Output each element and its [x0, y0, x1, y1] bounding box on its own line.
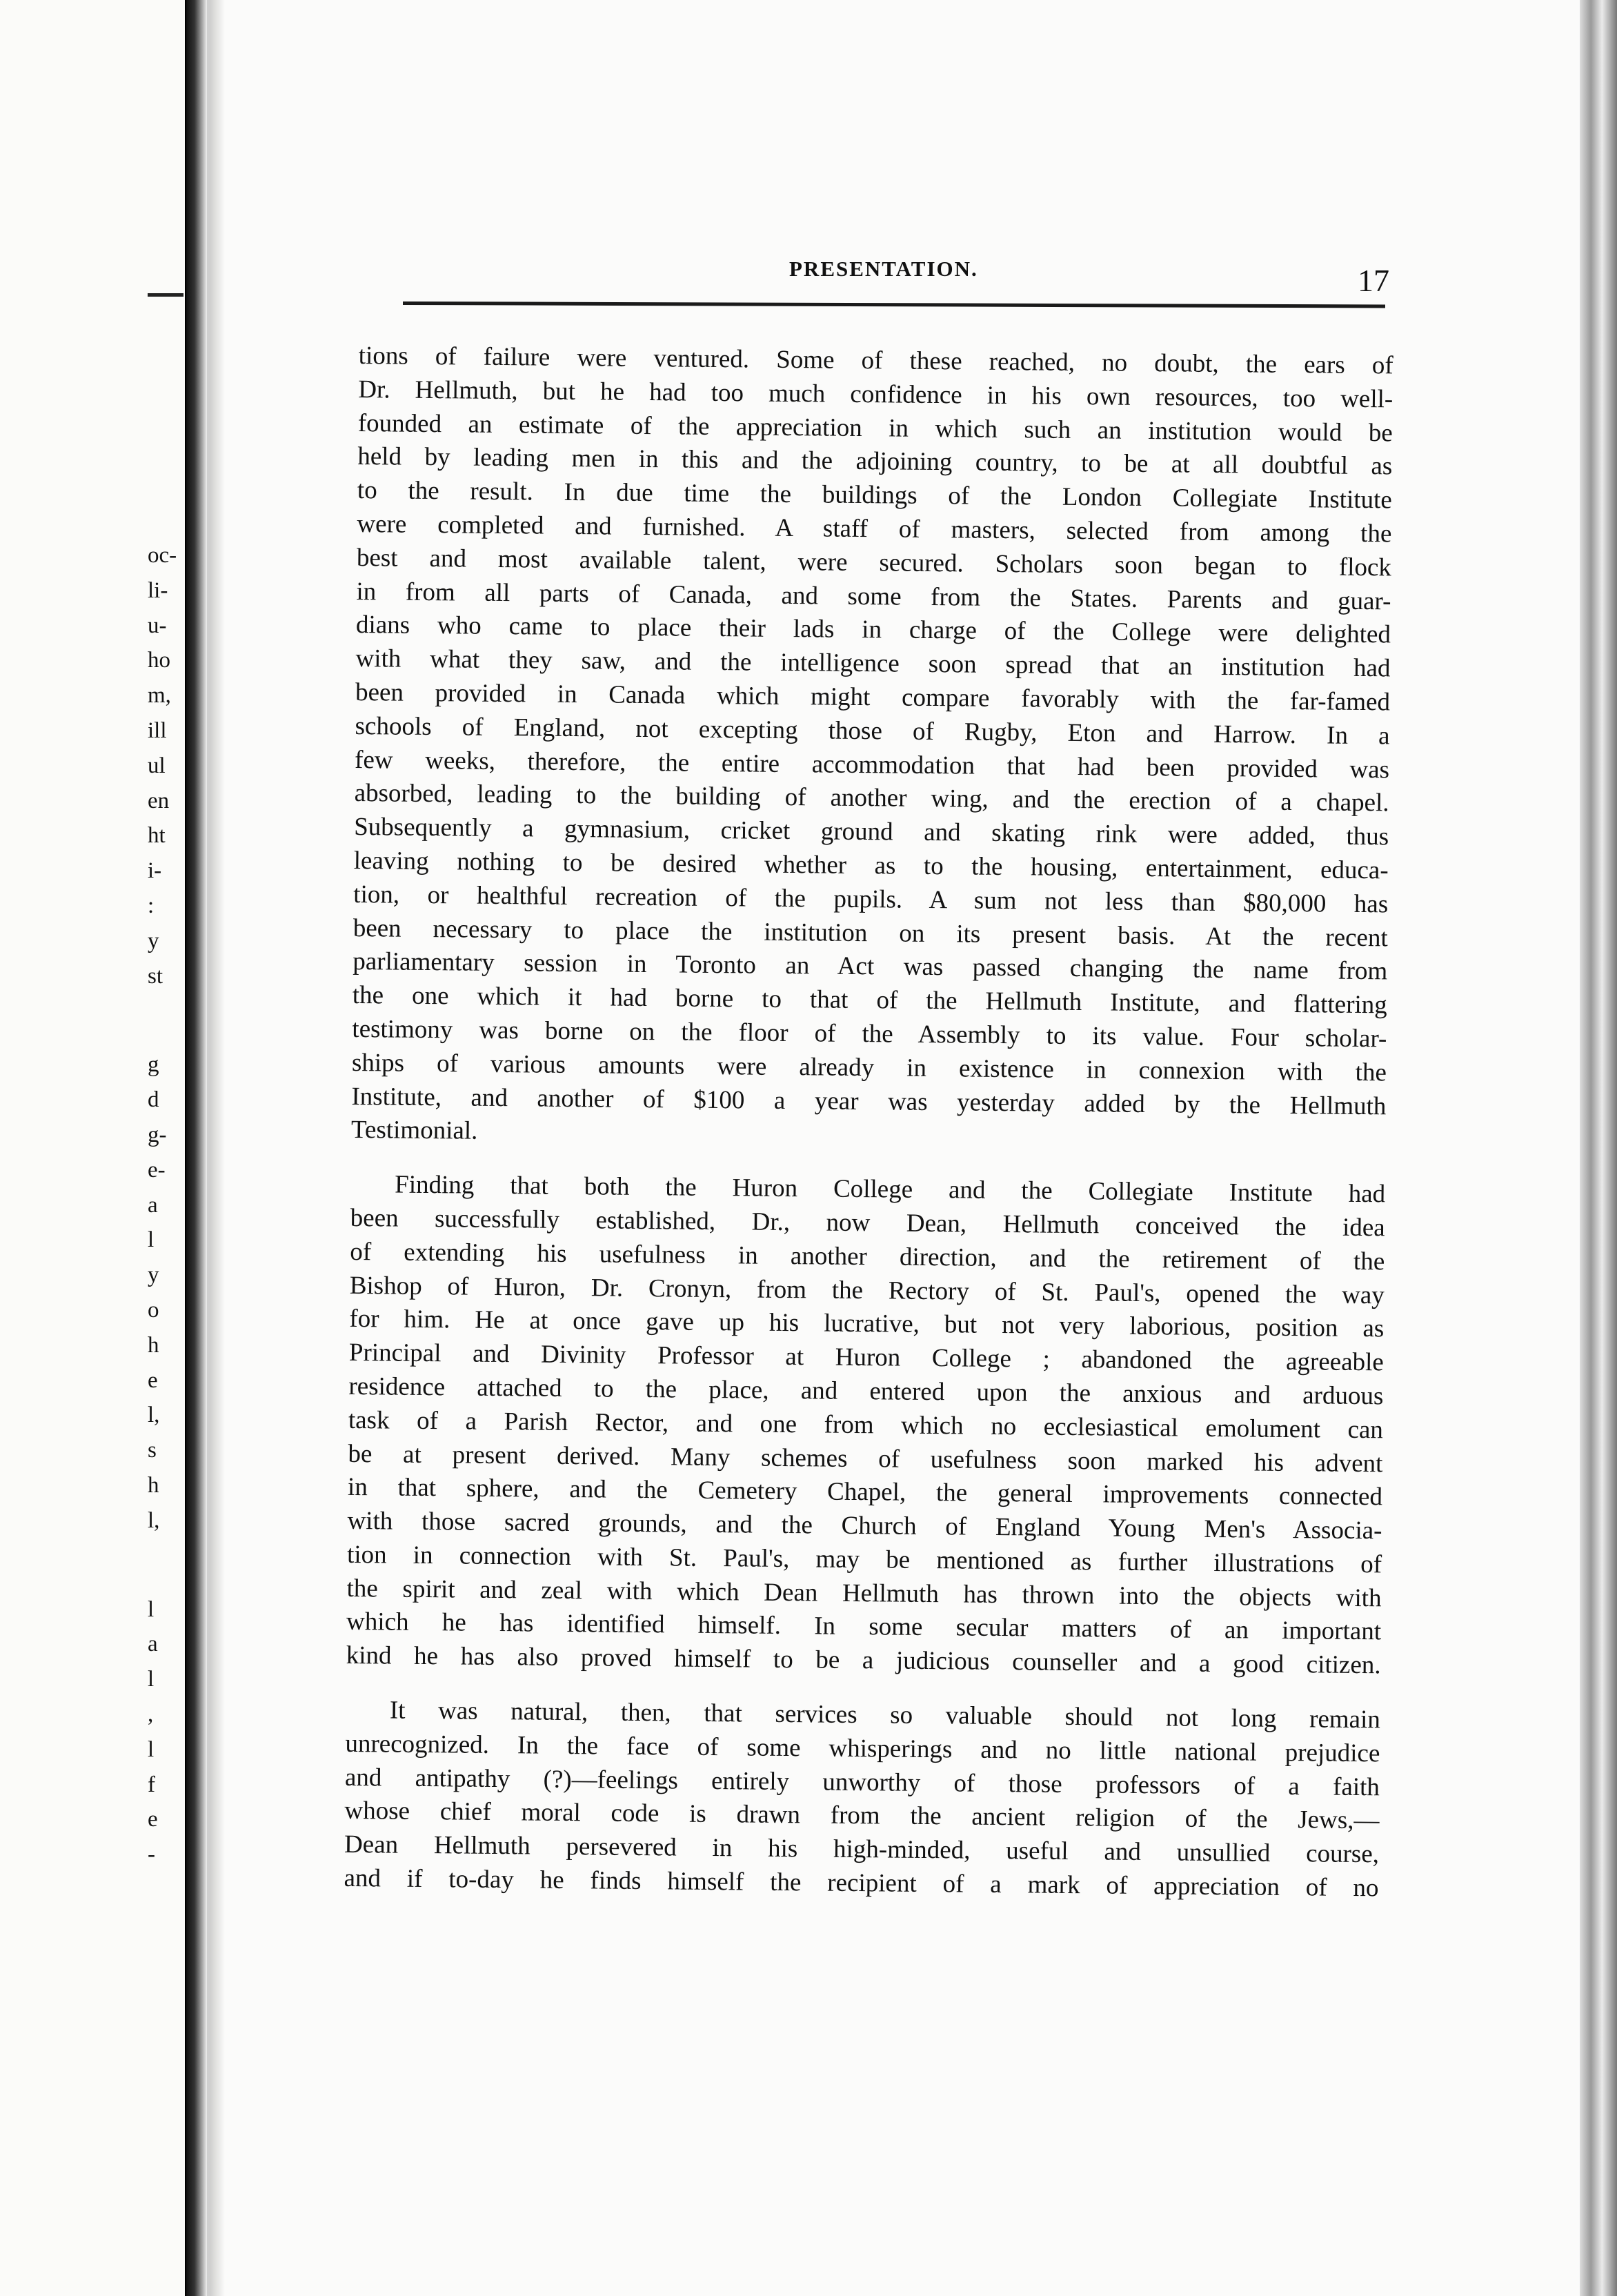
text-line: in from all parts of Canada, and some from the States. Parents and guar-: [356, 577, 1391, 615]
left-page-fragment: st: [148, 963, 163, 989]
left-page-fragment: ,: [148, 1701, 154, 1727]
text-line: Principal and Divinity Professor at Huron College ; abandoned the agreeable: [348, 1338, 1385, 1377]
text-line: with what they saw, and the intelligence soon spread that an institution had: [355, 644, 1391, 683]
left-page-fragment: i-: [148, 858, 162, 884]
page-stack-edge: [1580, 0, 1617, 2296]
text-line: been provided in Canada which might compare favorably with the far-famed: [355, 677, 1391, 717]
text-line: tions of failure were ventured. Some of these reached, no doubt, the ears of: [358, 341, 1393, 380]
text-line: which he has identified himself. In some secular matters of an important: [346, 1607, 1382, 1646]
text-line: schools of England, not excepting those of Rugby, Eton and Harrow. In a: [355, 711, 1390, 751]
left-page-fragment: l: [148, 1667, 155, 1692]
text-line: testimony was borne on the floor of the Assembly to its value. Four scholar-: [352, 1014, 1387, 1053]
text-line: task of a Parish Rector, and one from which no ecclesiastical emolument can: [348, 1405, 1384, 1445]
paragraph-2: [346, 1168, 1385, 1683]
text-line: whose chief moral code is drawn from the ancient religion of the Jews,—: [344, 1797, 1380, 1835]
text-line: held by leading men in this and the adjoining country, to be at all doubtful as: [357, 442, 1393, 481]
left-page-fragment: ho: [148, 648, 170, 673]
text-line: Dr. Hellmuth, but he had too much confidence in his own resources, too well-: [358, 375, 1393, 414]
left-page-fragment: s: [148, 1438, 157, 1463]
text-line: absorbed, leading to the building of another wing, and the erection of a chapel.: [354, 779, 1389, 818]
text-line: Testimonial.: [350, 1116, 478, 1146]
text-line: residence attached to the place, and entered upon the anxious and arduous: [348, 1372, 1384, 1411]
left-page-fragment: a: [148, 1192, 158, 1218]
left-page-fragment: li-: [148, 577, 168, 603]
book-gutter: [186, 0, 207, 2296]
paragraph-3: [344, 1694, 1380, 1906]
left-page-fragment: h: [148, 1332, 159, 1358]
left-page-fragment: g-: [148, 1122, 167, 1147]
left-page-fragment: m,: [148, 683, 171, 709]
text-line: of extending his usefulness in another direction, and the retirement of the: [350, 1237, 1385, 1276]
text-line: been successfully established, Dr., now Dean, Hellmuth conceived the idea: [350, 1203, 1385, 1243]
left-page-fragment: l,: [148, 1507, 160, 1533]
running-head: PRESENTATION.: [789, 257, 978, 281]
left-page-fragment: e-: [148, 1157, 166, 1182]
text-line: best and most available talent, were secured. Scholars soon began to flock: [356, 543, 1392, 582]
text-line: for him. He at once gave up his lucrative, but not very laborious, position as: [349, 1305, 1385, 1343]
text-line: few weeks, therefore, the entire accommodation that had been provided was: [354, 745, 1390, 784]
text-line: the spirit and zeal with which Dean Hellmuth has thrown into the objects with: [346, 1574, 1382, 1613]
left-page-fragment: l,: [148, 1403, 160, 1428]
page-number: 17: [1358, 263, 1389, 298]
left-page-fragment: f: [148, 1772, 155, 1797]
text-line: tion, or healthful recreation of the pupils. A sum not less than $80,000 has: [353, 880, 1389, 919]
text-line: tion in connection with St. Paul's, may be mentioned as further illustrations of: [346, 1540, 1382, 1579]
left-page-fragment: h: [148, 1472, 159, 1498]
left-page-fragment: l: [148, 1596, 155, 1622]
left-page-fragment: oc-: [148, 543, 177, 568]
gutter-shadow: [210, 0, 225, 2296]
paragraph-1: [351, 339, 1393, 1157]
left-page-fragment: d: [148, 1087, 159, 1113]
left-page-fragment: ill: [148, 718, 167, 743]
text-line: the one which it had borne to that of the Hellmuth Institute, and flattering: [352, 981, 1388, 1020]
left-page-rule: [148, 293, 183, 297]
left-page-fragment: -: [148, 1842, 155, 1868]
left-page-fragment: y: [148, 928, 159, 953]
text-line: leaving nothing to be desired whether as to the housing, entertainment, educa-: [353, 846, 1389, 885]
left-page-fragment: :: [148, 893, 155, 918]
text-line: Bishop of Huron, Dr. Cronyn, from the Rectory of St. Paul's, opened the way: [349, 1271, 1385, 1309]
text-line: dians who came to place their lads in charge of the College were delighted: [355, 611, 1391, 649]
text-line: were completed and furnished. A staff of masters, selected from among the: [357, 509, 1392, 548]
text-line: and if to-day he finds himself the recipient of a mark of appreciation of no: [344, 1863, 1379, 1903]
left-page-fragment: a: [148, 1632, 158, 1657]
text-line: and antipathy (?)—feelings entirely unworthy of those professors of a faith: [344, 1763, 1380, 1801]
left-page-fragment: e: [148, 1367, 158, 1393]
left-page-fragment: y: [148, 1263, 159, 1288]
left-page-fragment: en: [148, 788, 170, 813]
text-line: to the result. In due time the buildings of the London Collegiate Institute: [357, 476, 1393, 515]
text-line: kind he has also proved himself to be a judicious counseller and a good citizen.: [346, 1641, 1381, 1680]
text-line: parliamentary session in Toronto an Act was passed changing the name from: [353, 947, 1388, 986]
text-line: with those sacred grounds, and the Church of England Young Men's Associa-: [347, 1507, 1382, 1545]
left-page-fragment: ht: [148, 823, 166, 849]
text-line: Subsequently a gymnasium, cricket ground and skating rink were added, thus: [354, 813, 1389, 851]
body-text: [343, 339, 1393, 1991]
text-line: Finding that both the Huron College and the Collegiate Institute had: [395, 1170, 1386, 1209]
left-page-text-fragments: [148, 538, 189, 1872]
left-page-fragment: o: [148, 1297, 159, 1323]
text-line: been necessary to place the institution on its present basis. At the recent: [353, 913, 1388, 952]
text-line: It was natural, then, that services so valuable should not long remain: [389, 1696, 1381, 1734]
text-line: ships of various amounts were already in existence in connexion with the: [351, 1048, 1387, 1087]
left-page-fragment: ul: [148, 753, 166, 778]
left-page-fragment: e: [148, 1807, 158, 1832]
text-line: be at present derived. Many schemes of usefulness soon marked his advent: [348, 1439, 1383, 1478]
left-page-fragment: g: [148, 1052, 159, 1078]
text-line: in that sphere, and the Cemetery Chapel, the general improvements connected: [347, 1473, 1383, 1512]
text-line: unrecognized. In the face of some whisperings and no little national prejudice: [345, 1729, 1380, 1768]
left-page-fragment: u-: [148, 613, 167, 638]
text-line: Dean Hellmuth persevered in his high-minded, useful and unsullied course,: [344, 1830, 1380, 1869]
left-page-fragment: l: [148, 1227, 155, 1253]
left-page-fragment: l: [148, 1736, 155, 1762]
text-line: Institute, and another of $100 a year was yesterday added by the Hellmuth: [351, 1082, 1387, 1120]
text-line: founded an estimate of the appreciation in which such an institution would be: [357, 408, 1393, 447]
